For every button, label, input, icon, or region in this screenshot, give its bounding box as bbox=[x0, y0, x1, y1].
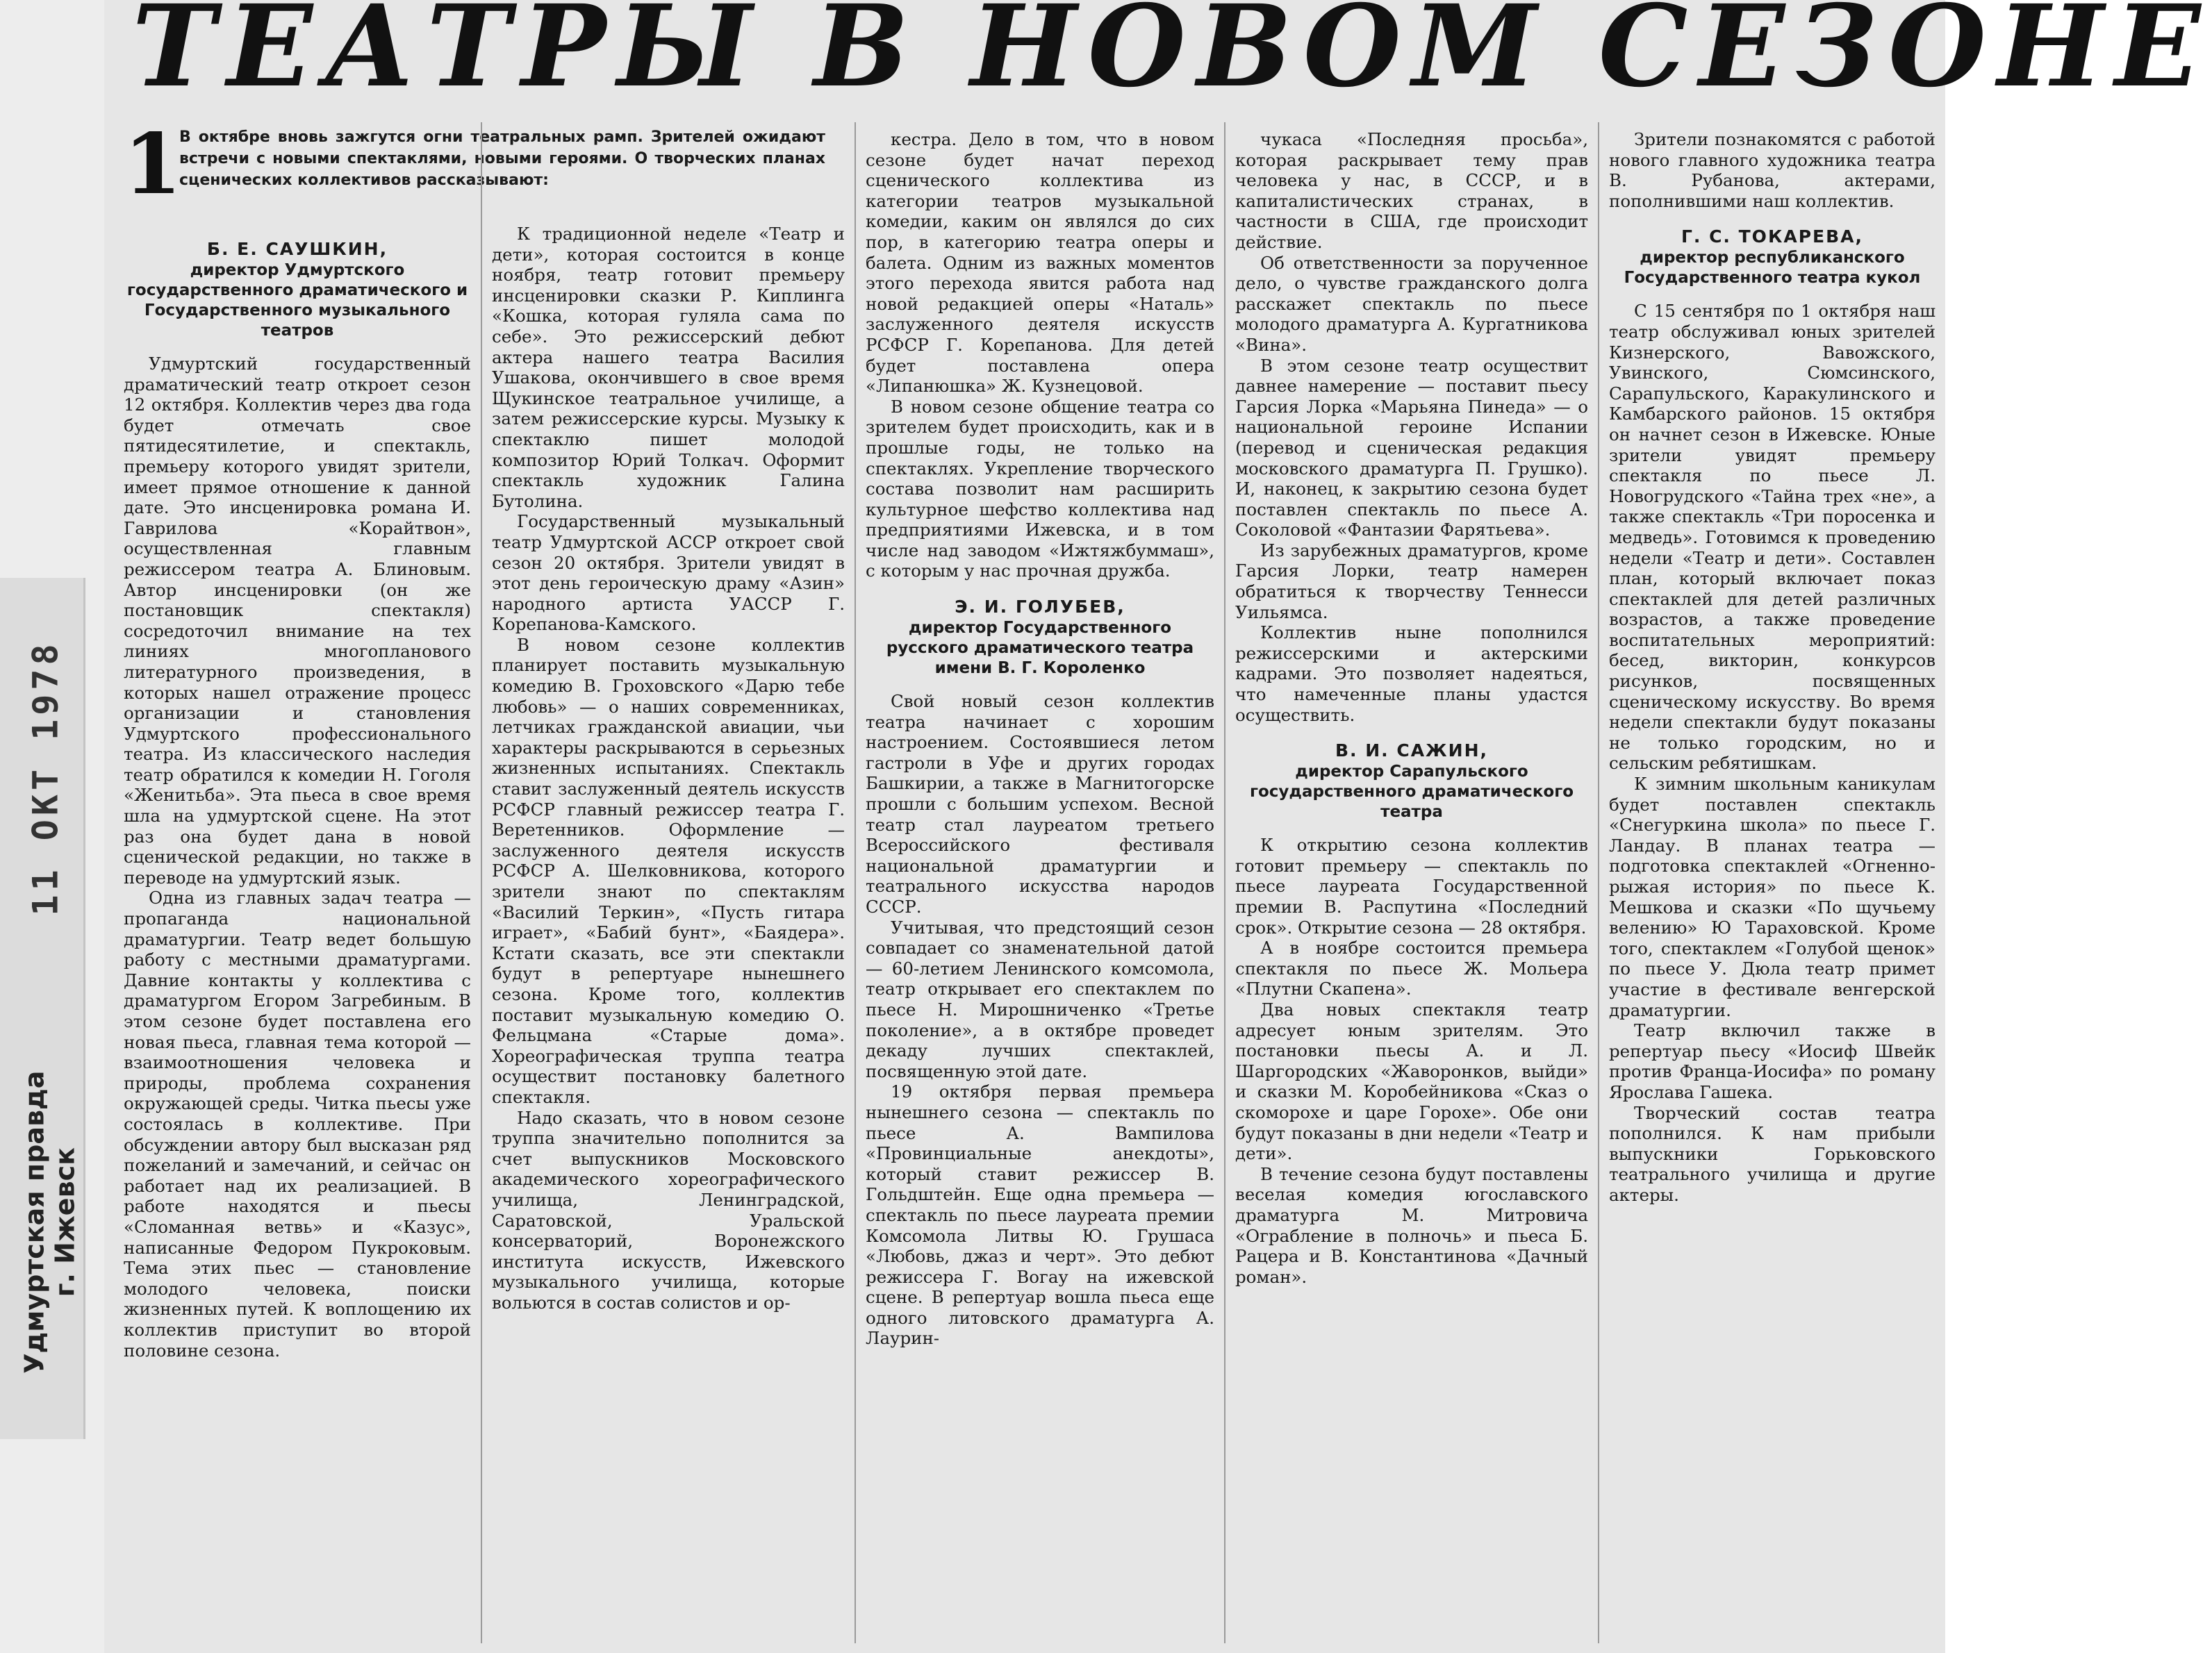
article-paragraph: В новом сезоне коллектив планирует поставить музыкальную комедию В. Гроховского «Дарю тебе любовь» — о наших современниках, летчиках гражданской авиации, чьи характеры раскрываются в серьезных жизненных испытаниях. Спектакль ставит заслуженный деятель искусств РСФСР главный режиссер театра Г. Веретенников. Оформление — заслуженного деятеля искусств РСФСР А. Шелковникова, которого зрители знают по спектаклям «Василий Теркин», «Пусть гитара играет», «Бабий бунт», «Баядера». Кстати сказать, все эти спектакли будут в репертуаре нынешнего сезона. Кроме того, коллектив поставит музыкальную комедию О. Фельцмана «Старые дома». Хореографическая труппа театра осуществит постановку балетного спектакля. bbox=[492, 634, 845, 1107]
source-newspaper: Удмуртская правда bbox=[19, 1070, 50, 1374]
article-column-4 bbox=[1235, 129, 1588, 1647]
article-paragraph: чукаса «Последняя просьба», которая раскрывает тему прав человека у нас, в СССР, и в капиталистических странах, в частности в США, где происходит действие. bbox=[1235, 129, 1588, 252]
article-headline: ТЕАТРЫ В НОВОМ СЕЗОНЕ bbox=[132, 0, 2212, 113]
article-paragraph: К зимним школьным каникулам будет поставлен спектакль «Снегуркина школа» по пьесе Г. Ландау. В планах театра — подготовка спектаклей «Огненно-рыжая история» по пьесе К. Мешкова и сказки «По щучьему велению» Ю Тараховской. Кроме того, спектаклем «Голубой щенок» по пьесе У. Дюла театр примет участие в фестивале венгерской драматургии. bbox=[1609, 774, 1936, 1020]
article-paragraph: Из зарубежных драматургов, кроме Гарсия Лорки, театр намерен обратиться к творчеству Теннесси Уильямса. bbox=[1235, 540, 1588, 622]
article-paragraph: Зрители познакомятся с работой нового главного художника театра В. Рубанова, актерами, пополнившими наш коллектив. bbox=[1609, 129, 1936, 211]
article-paragraph: 19 октября первая премьера нынешнего сезона — спектакль по пьесе А. Вампилова «Провинциальные анекдоты», который ставит режиссер В. Гольдштейн. Еще одна премьера — спектакль по пьесе лауреата премии Комсомола Литвы Ю. Грушаса «Любовь, джаз и черт». Это дебют режиссера Г. Вогау на ижевской сцене. В репертуар вошла пьеса еще одного литовского драматурга А. Лаурин- bbox=[866, 1081, 1214, 1349]
article-paragraph: Коллектив ныне пополнился режиссерскими и актерскими кадрами. Это позволяет надеяться, что намеченные планы удастся осуществить. bbox=[1235, 622, 1588, 725]
article-paragraph: кестра. Дело в том, что в новом сезоне будет начат переход сценического коллектива из категории театров музыкальной комедии, каким он являлся до сих пор, в категорию театра оперы и балета. Одним из важных моментов этого перехода явится работа над новой редакцией оперы «Наталь» заслуженного деятеля искусств РСФСР Г. Корепанова. Для детей будет поставлена опера «Липанюшка» Ж. Кузнецовой. bbox=[866, 129, 1214, 397]
source-city: г. Ижевск bbox=[49, 1147, 81, 1297]
author-byline bbox=[124, 239, 471, 341]
author-name: Э. И. ГОЛУБЕВ, bbox=[955, 597, 1125, 617]
author-title: директор Удмуртского государственного драматического и Государственного музыкального театров bbox=[126, 261, 468, 340]
author-name: В. И. САЖИН, bbox=[1335, 740, 1489, 761]
date-stamp bbox=[18, 597, 74, 958]
article-paragraph: Государственный музыкальный театр Удмуртской АССР откроет свой сезон 20 октября. Зрители увидят в этот день героическую драму «Азин» народного артиста УАССР Г. Корепанова-Камского. bbox=[492, 511, 845, 635]
author-byline bbox=[1235, 740, 1588, 822]
column-rule bbox=[481, 122, 482, 1643]
article-paragraph: В течение сезона будут поставлены веселая комедия югославского драматурга М. Митровича «Ограбление в полночь» и пьеса Б. Рацера и В. Константинова «Дачный роман». bbox=[1235, 1163, 1588, 1287]
article-paragraph: К традиционной неделе «Театр и дети», которая состоится в конце ноября, театр готовит премьеру инсценировки сказки Р. Киплинга «Кошка, которая гуляла сама по себе». Это режиссерский дебют актера нашего театра Василия Ушакова, окончившего в свое время Щукинское театральное училище, а затем режиссерские курсы. Музыку к спектаклю пишет молодой композитор Юрий Толкач. Оформит спектакль художник Галина Бутолина. bbox=[492, 224, 845, 511]
article-paragraph: Учитывая, что предстоящий сезон совпадает со знаменательной датой — 60-летием Ленинского комсомола, театр открывает его спектаклем по пьесе Н. Мирошниченко «Третье поколение», а в октябре проведет декаду лучших спектаклей, посвященную этой дате. bbox=[866, 917, 1214, 1081]
column-rule bbox=[1598, 122, 1599, 1643]
article-column-5 bbox=[1609, 129, 1936, 1647]
article-paragraph: Творческий состав театра пополнился. К нам прибыли выпускники Горьковского театрального училища и другие актеры. bbox=[1609, 1102, 1936, 1205]
author-title: директор республиканского Государственного театра кукол bbox=[1624, 249, 1921, 288]
source-label bbox=[17, 1028, 83, 1417]
column-rule bbox=[855, 122, 856, 1643]
source-label-box bbox=[19, 1071, 80, 1374]
date-stamp-text: 11 ОКТ 1978 bbox=[26, 640, 67, 916]
article-paragraph: С 15 сентября по 1 октября наш театр обслуживал юных зрителей Кизнерского, Вавожского, Увинского, Сюмсинского, Сарапульского, Каракулинского и Камбарского районов. 15 октября он начнет сезон в Ижевске. Юные зрители увидят премьеру спектакля по пьесе Л. Новогрудского «Тайна трех «не», а также спектакль «Три поросенка и медведь». Готовимся к проведению недели «Театр и дети». Составлен план, который включает показ спектаклей для детей различных возрастов, а также проведение воспитательных мероприятий: бесед, викторин, конкурсов рисунков, посвященных сценическому искусству. Во время недели спектакли будут показаны не только городским, но и сельским ребятишкам. bbox=[1609, 301, 1936, 774]
author-byline bbox=[866, 597, 1214, 679]
author-name: Г. С. ТОКАРЕВА, bbox=[1681, 226, 1864, 247]
article-paragraph: Об ответственности за порученное дело, о чувстве гражданского долга расскажет спектакль по пьесе молодого драматурга А. Кургатникова «Вина». bbox=[1235, 252, 1588, 355]
author-title: директор Сарапульского государственного драматического театра bbox=[1249, 763, 1574, 822]
article-paragraph: К открытию сезона коллектив готовит премьеру — спектакль по пьесе лауреата Государственной премии В. Распутина «Последний срок». Открытие сезона — 28 октября. bbox=[1235, 835, 1588, 938]
author-name: Б. Е. САУШКИН, bbox=[206, 239, 388, 259]
article-paragraph: Два новых спектакля театр адресует юным зрителям. Это постановки пьесы А. и Л. Шаргородских «Жаворонков, выйди» и сказки М. Коробейникова «Сказ о скоморохе и царе Горохе». Обе они будут показаны в дни недели «Театр и дети». bbox=[1235, 999, 1588, 1164]
article-column-2 bbox=[492, 224, 845, 1647]
article-paragraph: В этом сезоне театр осуществит давнее намерение — поставит пьесу Гарсия Лорка «Марьяна Пинеда» — о национальной героине Испании (перевод и сценическая редакция московского драматурга П. Грушко). И, наконец, к закрытию сезона будет поставлен спектакль по пьесе А. Соколовой «Фантазии Фарятьева». bbox=[1235, 355, 1588, 540]
author-title: директор Государственного русского драматического театра имени В. Г. Короленко bbox=[886, 619, 1194, 678]
article-paragraph: Театр включил также в репертуар пьесу «Иосиф Швейк против Франца-Иосифа» по роману Ярослава Гашека. bbox=[1609, 1020, 1936, 1102]
article-paragraph: Надо сказать, что в новом сезоне труппа значительно пополнится за счет выпускников Московского академического хореографического училища, Ленинградской, Саратовской, Уральской консерваторий, Воронежского института искусств, Ижевского музыкального училища, которые вольются в состав солистов и ор- bbox=[492, 1107, 845, 1313]
article-paragraph: Свой новый сезон коллектив театра начинает с хорошим настроением. Состоявшиеся летом гастроли в Уфе и других городах Башкирии, а также в Магнитогорске прошли с большим успехом. Весной театр стал лауреатом третьего Всероссийского фестиваля национальной драматургии и театрального искусства народов СССР. bbox=[866, 691, 1214, 917]
author-byline bbox=[1609, 226, 1936, 288]
article-column-3 bbox=[866, 129, 1214, 1647]
article-paragraph: А в ноябре состоится премьера спектакля по пьесе Ж. Мольера «Плутни Скапена». bbox=[1235, 938, 1588, 999]
article-lead: В октябре вновь зажгутся огни театральных рамп. Зрителей ожидают встречи с новыми спектаклями, новыми героями. О творческих планах сценических коллективов рассказывают: bbox=[179, 128, 825, 189]
article-column-1 bbox=[124, 224, 471, 1647]
column-rule bbox=[1224, 122, 1225, 1643]
article-paragraph: В новом сезоне общение театра со зрителем будет происходить, как и в прошлые годы, не только на спектаклях. Укрепление творческого состава позволит нам расширить культурное шефство коллектива над предприятиями Ижевска, и в том числе над заводом «Ижтяжбуммаш», с которым у нас прочная дружба. bbox=[866, 396, 1214, 581]
article-paragraph: Одна из главных задач театра — пропаганда национальной драматургии. Театр ведет большую работу с местными драматургами. Давние контакты у коллектива с драматургом Егором Загребиным. В этом сезоне будет поставлена его новая пьеса, главная тема которой — взаимоотношения человека и природы, проблема сохранения окружающей среды. Читка пьесы уже состоялась в коллективе. При обсуждении автору был высказан ряд пожеланий и замечаний, и сейчас он работает над их реализацией. В работе находятся и пьесы «Сломанная ветвь» и «Казус», написанные Федором Пукроковым. Тема этих пьес — становление молодого человека, поиски жизненных путей. К воплощению их коллектив приступит во второй половине сезона. bbox=[124, 888, 471, 1361]
drop-initial: 1 bbox=[124, 115, 182, 213]
article-paragraph: Удмуртский государственный драматический театр откроет сезон 12 октября. Коллектив через два года будет отмечать свое пятидесятилетие, и спектакль, премьеру которого увидят зрители, имеет прямое отношение к данной дате. Это инсценировка романа И. Гаврилова «Корайтвон», осуществленная главным режиссером театра А. Блиновым. Автор инсценировки (он же постановщик спектакля) сосредоточил внимание на тех линиях многопланового литературного произведения, в которых нашел отражение процесс организации и становления Удмуртского профессионального театра. Из классического наследия театр обратился к комедии Н. Гоголя «Женитьба». Эта пьеса в свое время шла на удмуртской сцене. На этот раз она будет дана в новой сценической редакции, но также в переводе на удмуртский язык. bbox=[124, 354, 471, 888]
